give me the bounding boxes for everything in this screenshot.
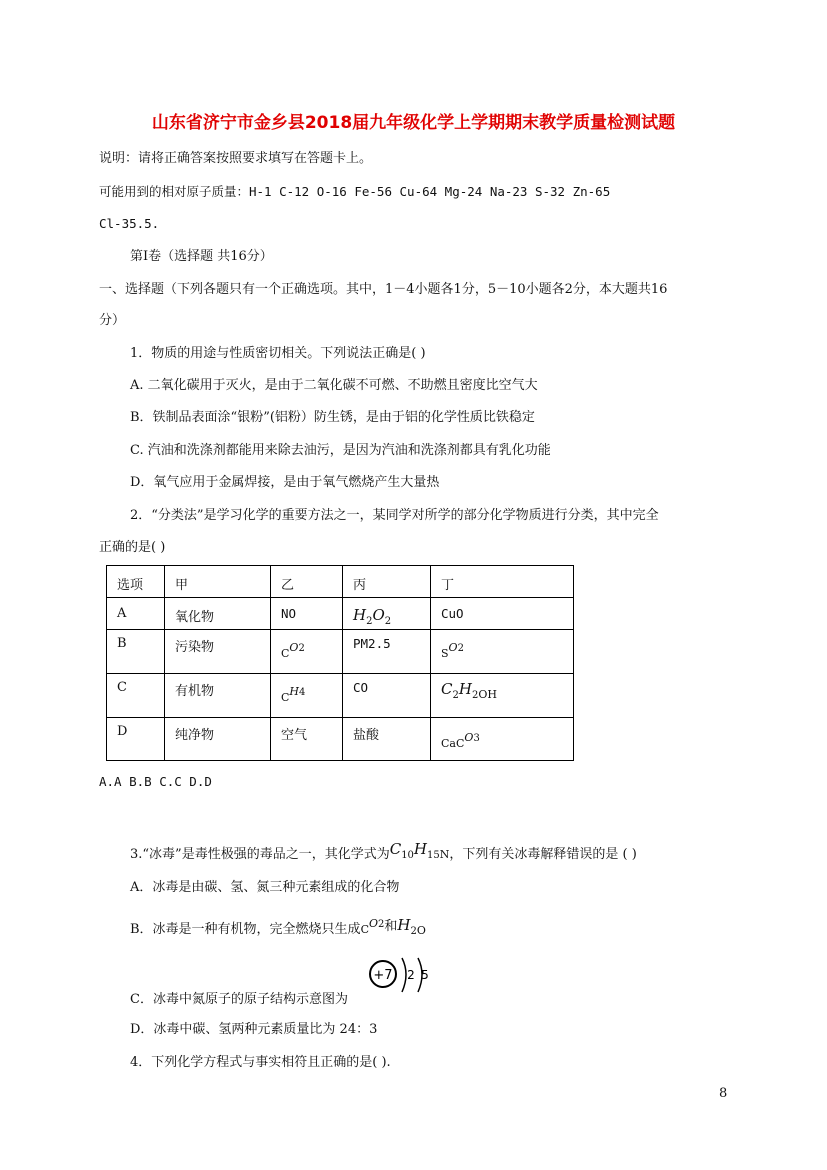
q3-option-d: D．冰毒中碳、氢两种元素质量比为 24：3 bbox=[130, 1022, 378, 1037]
table-cell: CuO bbox=[431, 598, 574, 630]
table-cell bbox=[271, 674, 343, 718]
table-row bbox=[107, 674, 574, 718]
table-cell bbox=[431, 718, 574, 761]
instruction-note: 说明：请将正确答案按照要求填写在答题卡上。 bbox=[99, 151, 373, 166]
q3-option-b bbox=[130, 916, 426, 939]
table-header-cell: 丙 bbox=[343, 566, 431, 598]
q3-option-c: C．冰毒中氮原子的原子结构示意图为 bbox=[130, 992, 348, 1007]
formula-c10h15n: $C_{10}H_{15N}$ bbox=[389, 840, 450, 861]
shell-2-electrons: 5 bbox=[421, 968, 429, 982]
q2-options: A.A B.B C.C D.D bbox=[99, 774, 212, 789]
table-header-cell: 乙 bbox=[271, 566, 343, 598]
formula-h2o2: $H_2O_2$ bbox=[353, 606, 392, 627]
table-row bbox=[107, 718, 574, 761]
table-cell: 氧化物 bbox=[165, 598, 271, 630]
formula-so2: $S^{O2}$ bbox=[441, 641, 464, 660]
q3-option-a: A．冰毒是由碳、氢、氮三种元素组成的化合物 bbox=[130, 880, 400, 895]
table-cell: PM2.5 bbox=[343, 630, 431, 674]
table-cell: 空气 bbox=[271, 718, 343, 761]
nitrogen-atom-structure-diagram bbox=[366, 955, 436, 999]
atomic-masses-line1: 可能用到的相对原子质量：H-1 C-12 O-16 Fe-56 Cu-64 Mg-24 Na-23 S-32 Zn-65 bbox=[99, 184, 611, 199]
q4-stem: 4．下列化学方程式与事实相符且正确的是( ). bbox=[130, 1055, 391, 1070]
q3-stem bbox=[130, 840, 637, 864]
table-cell: 盐酸 bbox=[343, 718, 431, 761]
q1-option-c: C. 汽油和洗涤剂都能用来除去油污，是因为汽油和洗涤剂都具有乳化功能 bbox=[130, 443, 551, 458]
formula-h2o-inline: $H_{2O}$ bbox=[397, 916, 426, 937]
table-header-cell: 甲 bbox=[165, 566, 271, 598]
document-title: 山东省济宁市金乡县2018届九年级化学上学期期末教学质量检测试题 bbox=[151, 113, 676, 133]
table-row bbox=[107, 630, 574, 674]
table-cell: A bbox=[107, 598, 165, 630]
q1-option-d: D．氧气应用于金属焊接，是由于氧气燃烧产生大量热 bbox=[130, 475, 440, 490]
electron-shell-1-arc bbox=[402, 958, 406, 992]
formula-co2-inline: $C^{O2}$ bbox=[360, 917, 385, 936]
formula-ch4: $C^{H4}$ bbox=[281, 685, 306, 704]
section-header-line1: 一、选择题（下列各题只有一个正确选项。其中，1－4小题各1分，5－10小题各2分，本大题共16 bbox=[99, 282, 668, 297]
table-header-cell: 丁 bbox=[431, 566, 574, 598]
q3-stem-post: ，下列有关冰毒解释错误的是 ( ) bbox=[449, 847, 637, 862]
table-cell: 纯净物 bbox=[165, 718, 271, 761]
volume-header: 第Ⅰ卷（选择题 共16分） bbox=[130, 249, 273, 264]
section-header-line2: 分） bbox=[99, 313, 126, 328]
formula-caco3: CaC$^{O3}$ bbox=[441, 731, 480, 750]
q2-stem-line1: 2．“分类法”是学习化学的重要方法之一，某同学对所学的部分化学物质进行分类，其中完全 bbox=[130, 508, 659, 523]
page-number: 8 bbox=[719, 1086, 728, 1101]
table-cell: 有机物 bbox=[165, 674, 271, 718]
table-cell: 污染物 bbox=[165, 630, 271, 674]
table-cell bbox=[431, 630, 574, 674]
table-cell: C bbox=[107, 674, 165, 718]
table-cell: D bbox=[107, 718, 165, 761]
atomic-masses-line2: Cl-35.5. bbox=[99, 216, 160, 231]
q1-stem: 1．物质的用途与性质密切相关。下列说法正确是( ) bbox=[130, 346, 426, 361]
table-row bbox=[107, 598, 574, 630]
nucleus-charge: +7 bbox=[373, 968, 393, 983]
q3-option-b-pre: B．冰毒是一种有机物，完全燃烧只生成 bbox=[130, 922, 361, 937]
q2-stem-line2: 正确的是( ) bbox=[99, 540, 166, 555]
q1-option-a: A. 二氧化碳用于灭火，是由于二氧化碳不可燃、不助燃且密度比空气大 bbox=[130, 378, 538, 393]
table-cell: CO bbox=[343, 674, 431, 718]
table-cell: B bbox=[107, 630, 165, 674]
table-cell bbox=[271, 630, 343, 674]
formula-c2h2oh: $C_2H_{2OH}$ bbox=[441, 680, 497, 701]
shell-1-electrons: 2 bbox=[407, 968, 415, 982]
formula-co2: $C^{O2}$ bbox=[281, 641, 305, 660]
classification-table bbox=[106, 565, 574, 761]
table-header-cell: 选项 bbox=[107, 566, 165, 598]
q3-option-b-mid: 和 bbox=[384, 919, 398, 934]
table-cell bbox=[431, 674, 574, 718]
table-cell bbox=[343, 598, 431, 630]
q3-stem-pre: 3.“冰毒”是毒性极强的毒品之一，其化学式为 bbox=[130, 847, 390, 862]
table-cell: NO bbox=[271, 598, 343, 630]
q1-option-b: B．铁制品表面涂“银粉”(铝粉）防生锈，是由于铝的化学性质比铁稳定 bbox=[130, 410, 535, 425]
table-header-row bbox=[107, 566, 574, 598]
